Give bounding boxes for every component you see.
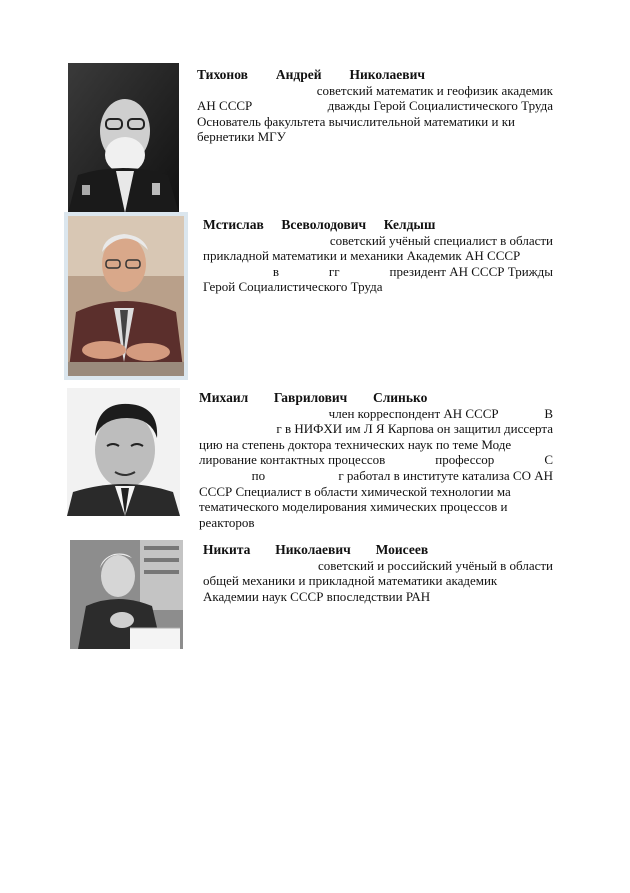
bio-text: профессор <box>435 452 495 468</box>
person-name: Тихонов Андрей Николаевич <box>197 67 425 82</box>
portrait-moiseev <box>70 540 183 649</box>
bio-text: Основатель факультета вычислительной математики и ки <box>197 113 515 129</box>
bio-text: Академии наук СССР впоследствии РАН <box>203 588 431 604</box>
bio-text: прикладной математики и механики Академик АН СССР <box>203 248 521 264</box>
person-name: Мстислав Всеволодович Келдыш <box>203 217 436 232</box>
bio-text: С <box>544 452 553 468</box>
bio-text: тематического моделирования химических процессов и <box>199 499 508 515</box>
bio-text: бернетики МГУ <box>197 129 286 145</box>
bio-text: дважды Герой Социалистического Труда <box>327 98 553 114</box>
bio-text: г работал в институте катализа СО АН <box>338 467 553 483</box>
bio-keldysh <box>203 217 553 295</box>
bio-text: г в НИФХИ им Л Я Карпова он защитил диссерта <box>276 421 553 437</box>
portrait-slinko <box>67 388 180 516</box>
bio-text: реакторов <box>199 514 255 530</box>
bio-text: общей механики и прикладной математики академик <box>203 573 498 589</box>
bio-text: гг <box>328 263 340 279</box>
bio-text: советский и российский учёный в области <box>318 557 553 573</box>
person-name: Никита Николаевич Моисеев <box>203 542 429 557</box>
bio-text: советский учёный специалист в области <box>329 232 553 248</box>
bio-text: президент АН СССР Трижды <box>389 263 553 279</box>
bio-slinko <box>199 390 553 530</box>
bio-text: в <box>272 263 280 279</box>
bio-text: советский математик и геофизик академик <box>316 82 553 98</box>
bio-text: АН СССР <box>197 98 253 114</box>
portrait-tikhonov <box>68 63 179 213</box>
bio-text: цию на степень доктора технических наук по теме Моде <box>199 436 512 452</box>
bio-text: В <box>544 405 553 421</box>
bio-tikhonov <box>197 67 553 145</box>
bio-text: лирование контактных процессов <box>199 452 386 468</box>
bio-text: СССР Специалист в области химической технологии ма <box>199 483 511 499</box>
person-name: Михаил Гаврилович Слинько <box>199 390 428 405</box>
bio-text: Герой Социалистического Труда <box>203 279 383 295</box>
bio-text: по <box>251 467 266 483</box>
bio-text: член корреспондент АН СССР <box>328 405 499 421</box>
portrait-keldysh <box>64 212 188 380</box>
bio-moiseev <box>203 542 553 604</box>
